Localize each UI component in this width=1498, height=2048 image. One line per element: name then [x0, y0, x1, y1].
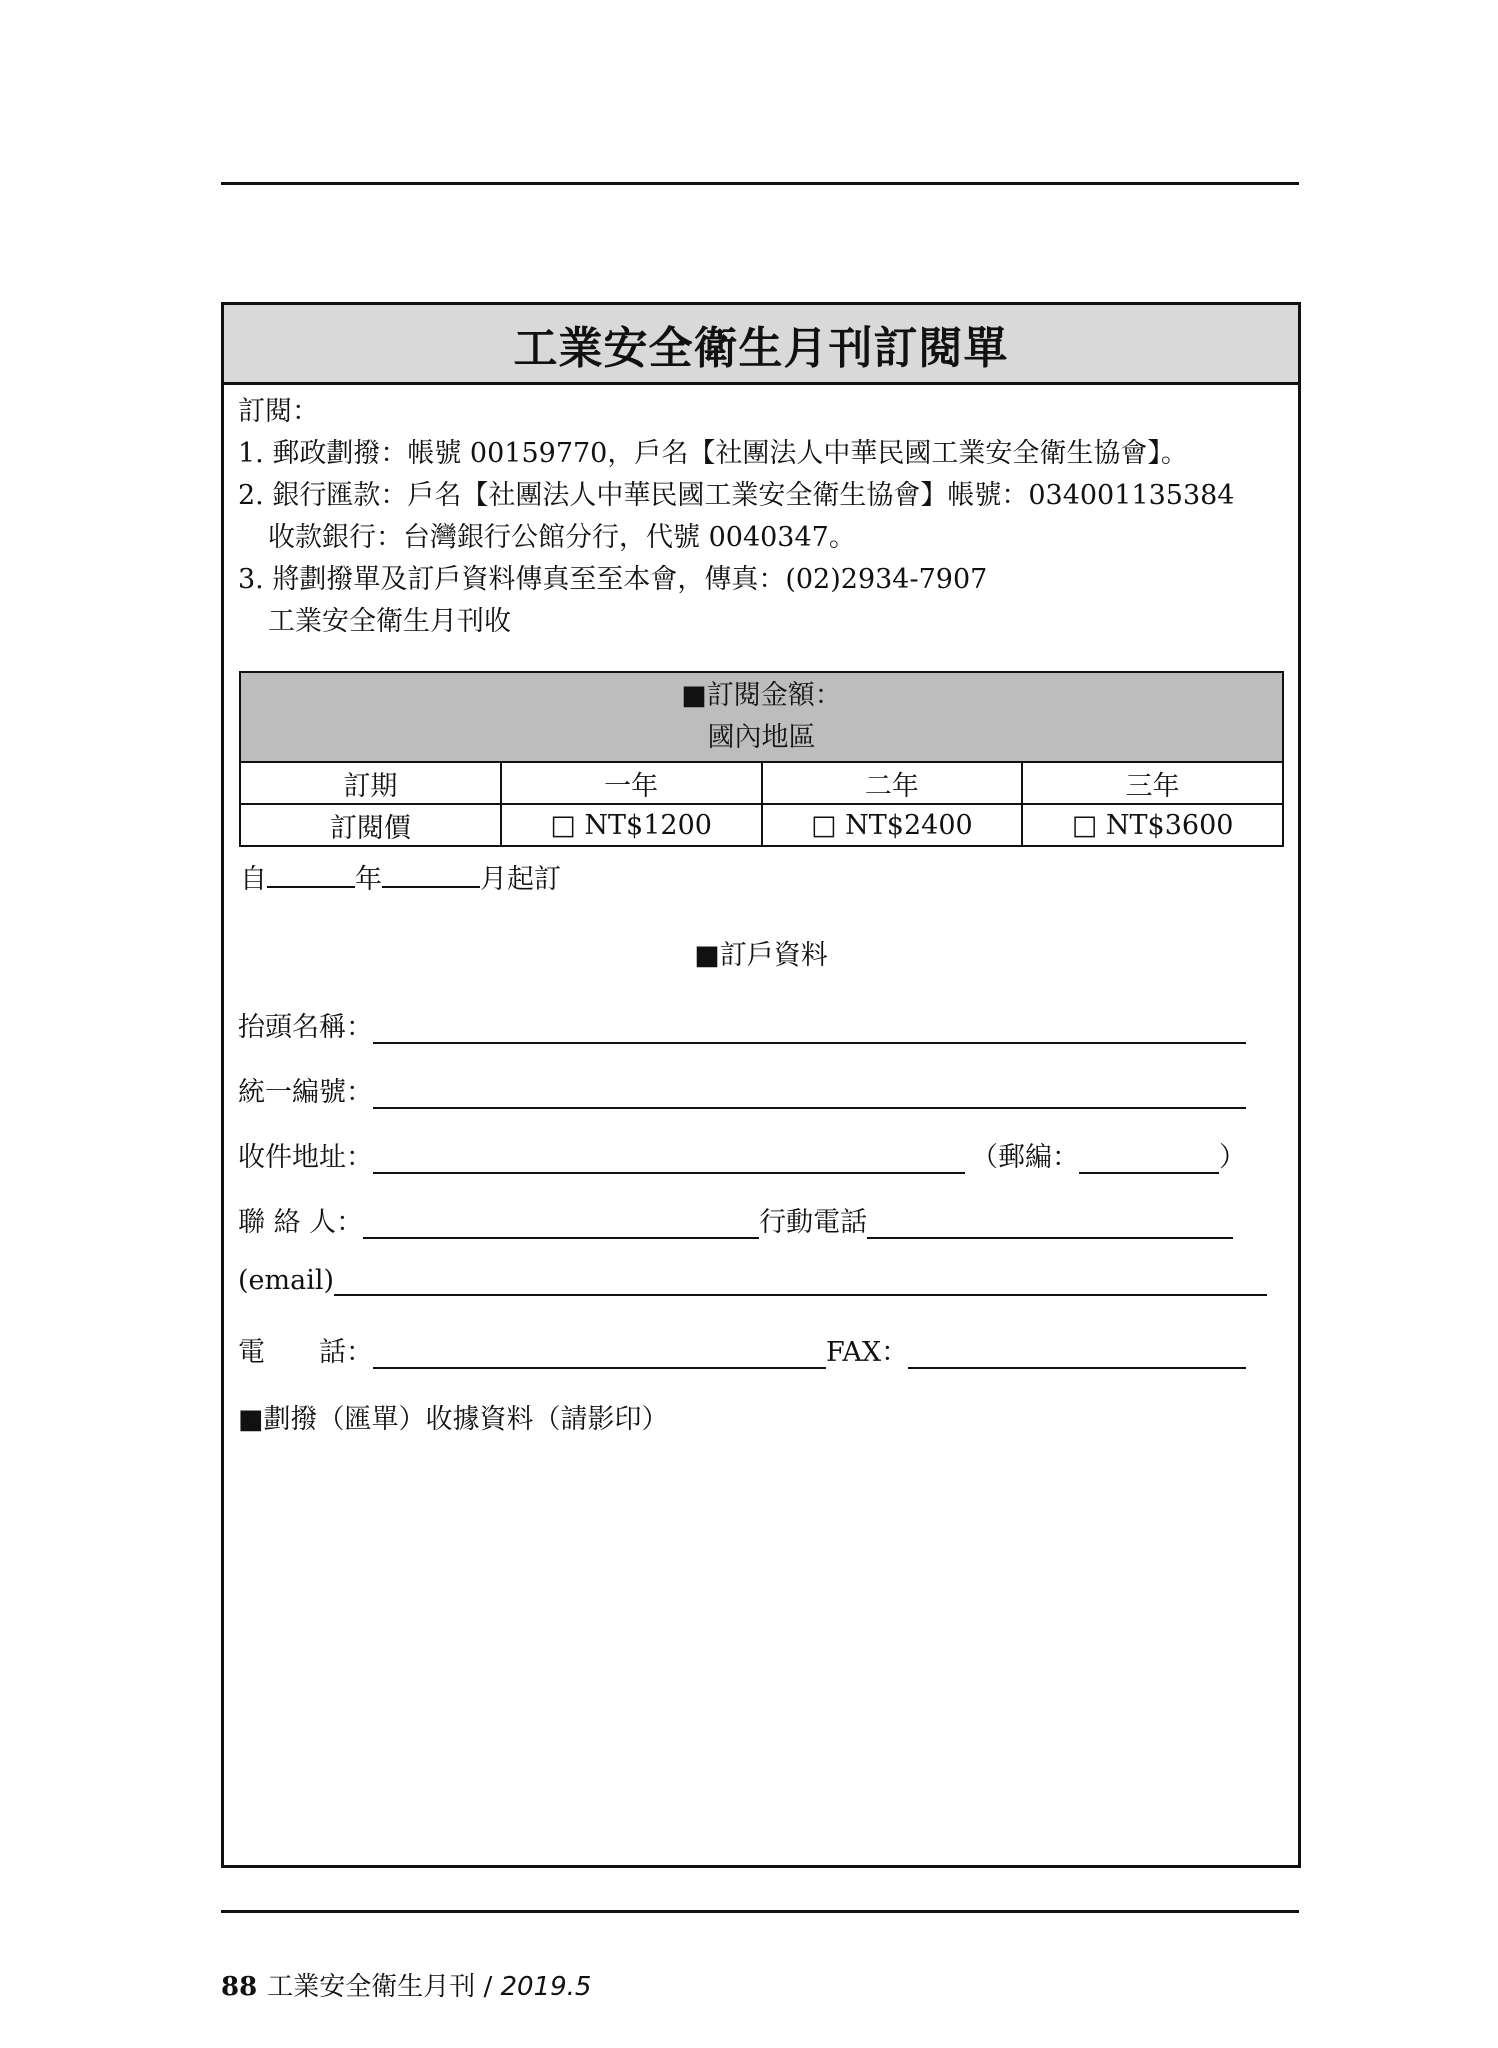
email-label: (email): [238, 1265, 335, 1296]
intro-line-recipient: 工業安全衛生月刊收: [268, 606, 511, 637]
price-checkbox-3-year[interactable]: □ NT$3600: [1022, 804, 1283, 846]
title-name-row: [238, 1005, 1246, 1044]
intro-heading: 訂閱：: [238, 396, 319, 427]
subscription-form: [221, 302, 1301, 1868]
since-year-label: 年: [355, 864, 382, 895]
start-month-field[interactable]: [382, 862, 480, 888]
period-3-year: 三年: [1022, 762, 1283, 804]
postcode-close: ）: [1219, 1142, 1246, 1173]
page-footer: [221, 1966, 591, 2003]
mobile-label: 行動電話: [759, 1207, 868, 1238]
intro-line-bank-branch: 收款銀行：台灣銀行公館分行，代號 0040347。: [268, 522, 856, 553]
form-title: 工業安全衛生月刊訂閱單: [224, 305, 1298, 385]
contact-field[interactable]: [363, 1209, 759, 1239]
fax-field[interactable]: [908, 1339, 1246, 1369]
start-year-field[interactable]: [267, 862, 355, 888]
address-field[interactable]: [373, 1144, 965, 1174]
since-prefix: 自: [240, 864, 267, 895]
price-checkbox-2-year[interactable]: □ NT$2400: [762, 804, 1023, 846]
period-label: 訂期: [240, 762, 501, 804]
title-name-label: 抬頭名稱：: [238, 1012, 373, 1043]
email-row: [238, 1265, 1267, 1296]
intro-line-fax: 3. 將劃撥單及訂戶資料傳真至至本會，傳真：(02)2934-7907: [238, 564, 988, 595]
tax-id-field[interactable]: [373, 1079, 1246, 1109]
tax-id-label: 統一編號：: [238, 1077, 373, 1108]
phone-row: [238, 1330, 1246, 1369]
tax-id-row: [238, 1070, 1246, 1109]
postcode-open: （郵編：: [971, 1142, 1079, 1173]
mobile-field[interactable]: [867, 1209, 1233, 1239]
intro-block: [238, 391, 1234, 643]
bottom-rule: [221, 1910, 1299, 1913]
period-1-year: 一年: [501, 762, 762, 804]
address-row: [238, 1135, 1246, 1174]
top-rule: [221, 182, 1299, 185]
receipt-heading: ■劃撥（匯單）收據資料（請影印）: [238, 1404, 669, 1435]
contact-label: 聯 絡 人：: [238, 1207, 364, 1238]
intro-line-bank: 2. 銀行匯款：戶名【社團法人中華民國工業安全衛生協會】帳號：034001135384: [238, 480, 1235, 511]
price-checkbox-1-year[interactable]: □ NT$1200: [501, 804, 762, 846]
address-label: 收件地址：: [238, 1142, 373, 1173]
publication-name: 工業安全衛生月刊 /: [267, 1972, 501, 2002]
issue-date: 2019.5: [500, 1972, 592, 2002]
email-field[interactable]: [334, 1266, 1267, 1296]
phone-label: 電 話：: [238, 1337, 373, 1368]
price-region: 國內地區: [707, 722, 816, 753]
period-2-year: 二年: [762, 762, 1023, 804]
price-heading: ■訂閱金額：: [681, 680, 842, 711]
postcode-field[interactable]: [1079, 1144, 1219, 1174]
period-row: [240, 762, 1283, 804]
contact-row: [238, 1200, 1233, 1239]
price-table-header: [240, 672, 1283, 762]
price-table: [239, 671, 1284, 847]
price-row: [240, 804, 1283, 846]
page-number: 88: [221, 1972, 258, 2002]
price-label: 訂閱價: [240, 804, 501, 846]
title-name-field[interactable]: [373, 1014, 1246, 1044]
fax-label: FAX：: [826, 1337, 909, 1368]
since-month-label: 月起訂: [480, 864, 561, 895]
subscriber-heading: ■訂戶資料: [694, 940, 828, 971]
phone-field[interactable]: [373, 1339, 826, 1369]
start-date-line: [240, 857, 561, 896]
intro-line-postal: 1. 郵政劃撥：帳號 00159770，戶名【社團法人中華民國工業安全衛生協會】。: [238, 438, 1188, 469]
